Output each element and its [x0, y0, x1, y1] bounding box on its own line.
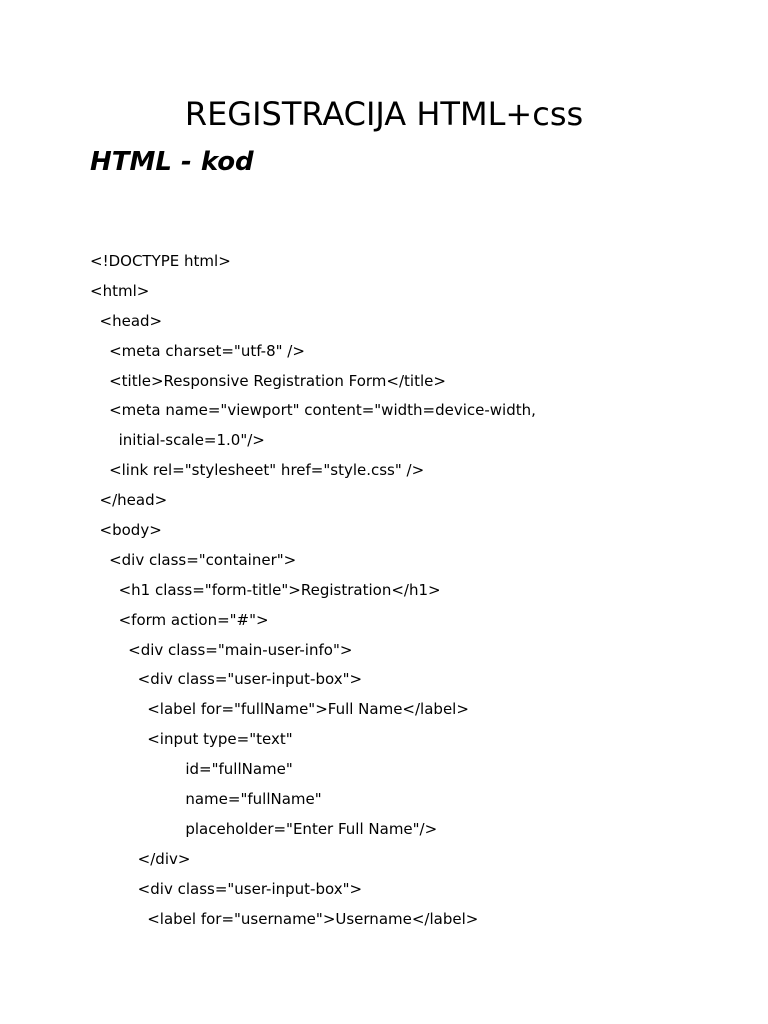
- code-line: <div class="user-input-box">: [90, 670, 363, 689]
- code-line: </div>: [90, 849, 191, 868]
- code-line: <meta charset="utf-8" />: [90, 341, 305, 360]
- code-line: <meta name="viewport" content="width=device-width,: [90, 401, 536, 420]
- code-line: <input type="text": [90, 730, 293, 749]
- code-line: placeholder="Enter Full Name"/>: [90, 819, 438, 838]
- code-block: [90, 248, 536, 935]
- document-title: REGISTRACIJA HTML+css: [184, 95, 584, 133]
- code-line: <div class="main-user-info">: [90, 640, 353, 659]
- code-line: <form action="#">: [90, 610, 269, 629]
- section-heading: HTML - kod: [90, 147, 254, 177]
- code-line: <head>: [90, 311, 163, 330]
- code-line: <title>Responsive Registration Form</title>: [90, 371, 446, 390]
- code-line: <div class="container">: [90, 550, 297, 569]
- code-line: <label for="fullName">Full Name</label>: [90, 700, 469, 719]
- code-line: </head>: [90, 491, 168, 510]
- code-line: <div class="user-input-box">: [90, 879, 363, 898]
- code-line: <body>: [90, 521, 162, 540]
- code-line: <!DOCTYPE html>: [90, 252, 231, 270]
- code-line: initial-scale=1.0"/>: [90, 431, 265, 450]
- code-line: id="fullName": [90, 760, 293, 779]
- code-line: <label for="username">Username</label>: [90, 909, 479, 928]
- code-line: name="fullName": [90, 790, 322, 809]
- code-line: <link rel="stylesheet" href="style.css" />: [90, 461, 425, 480]
- code-line: <html>: [90, 281, 150, 300]
- code-line: <h1 class="form-title">Registration</h1>: [90, 580, 441, 599]
